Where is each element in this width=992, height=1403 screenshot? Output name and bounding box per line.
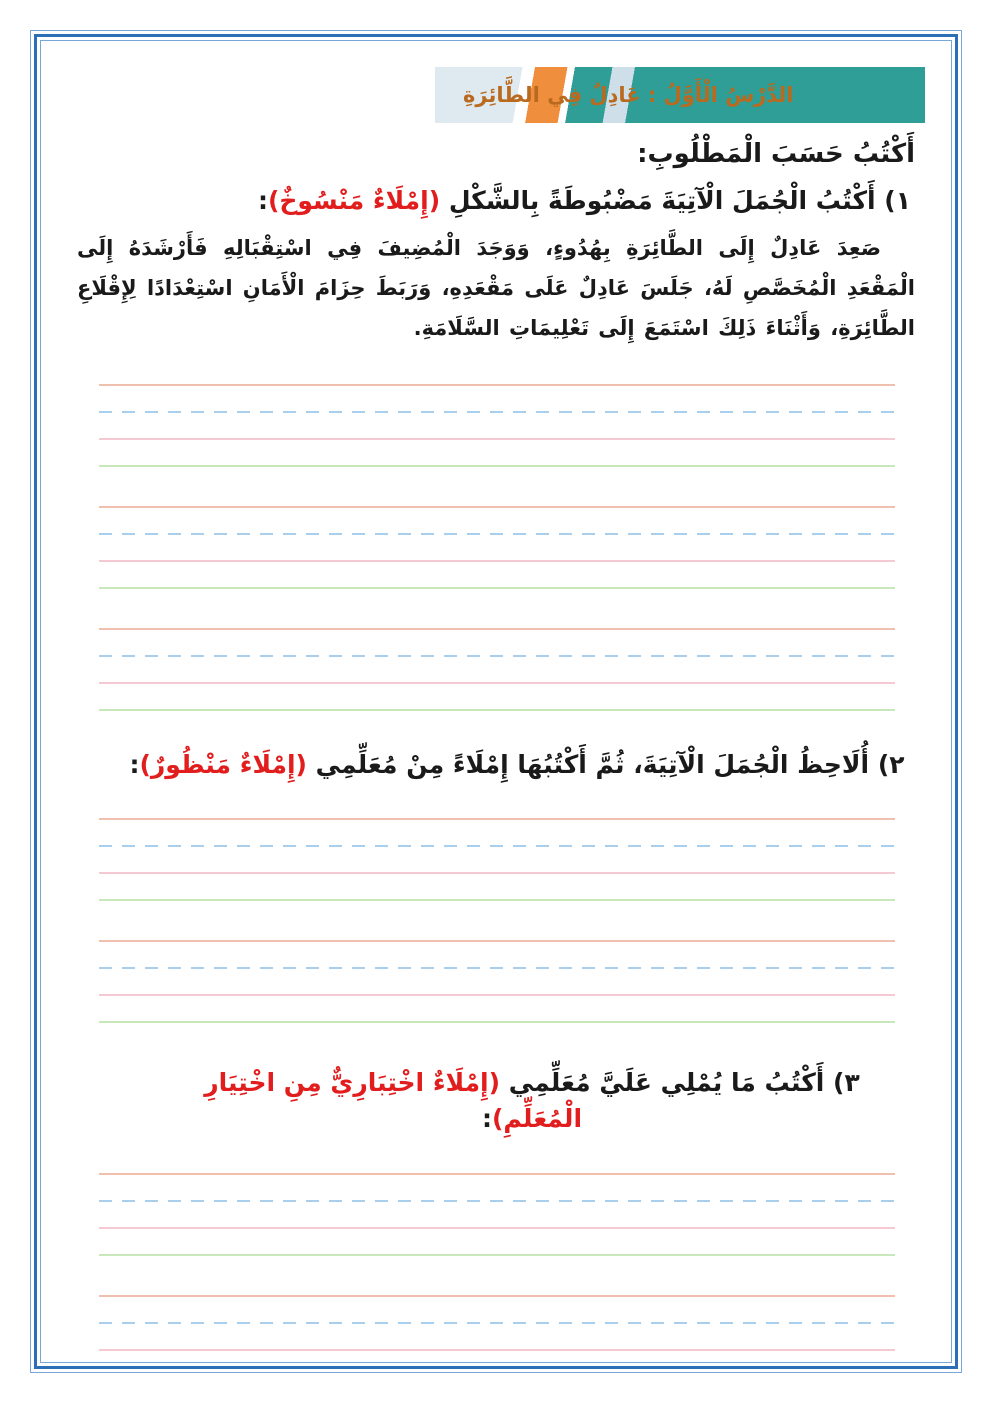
task-2-prompt: أُلَاحِظُ الْجُمَلَ الْآتِيَةَ، ثُمَّ أَكْتُبُهَا إِمْلَاءً مِنْ مُعَلِّمِي bbox=[315, 749, 870, 779]
intro-heading: أَكْتُبُ حَسَبَ الْمَطْلُوبِ: bbox=[637, 139, 915, 169]
task-2-highlight: (إِمْلَاءٌ مَنْظُورٌ) bbox=[139, 749, 307, 779]
ruled-line-dashed bbox=[99, 1297, 895, 1324]
task-3-colon: : bbox=[481, 1104, 492, 1134]
lesson-title: الدَّرْسُ الْأَوَّلُ : عَادِلٌ فِي الطَّائِرَةِ bbox=[463, 83, 794, 107]
lesson-banner-row bbox=[63, 67, 929, 123]
writing-lines-section-2 bbox=[99, 793, 895, 1023]
ruled-line bbox=[99, 847, 895, 874]
section-test-dictation bbox=[63, 1065, 929, 1363]
ruled-line bbox=[99, 969, 895, 996]
lesson-banner bbox=[435, 67, 925, 123]
section-observed-dictation bbox=[63, 747, 929, 1023]
page-border-main bbox=[34, 34, 958, 1369]
ruled-line bbox=[99, 684, 895, 711]
writing-line-group bbox=[99, 1270, 895, 1363]
ruled-line bbox=[99, 1270, 895, 1297]
writing-lines-section-1 bbox=[99, 359, 895, 711]
writing-line-group bbox=[99, 481, 895, 589]
writing-line-group bbox=[99, 603, 895, 711]
dictation-passage: صَعِدَ عَادِلٌ إِلَى الطَّائِرَةِ بِهُدُوءٍ، وَوَجَدَ الْمُضِيفَ فِي اسْتِقْبَالِهِ فَأَرْشَدَهُ إِلَى الْمَقْعَدِ الْمُخَصَّصِ لَهُ، جَلَسَ عَادِلٌ عَلَى مَقْعَدِهِ، وَرَبَطَ حِزَامَ الْأَمَانِ اسْتِعْدَادًا لِإِقْلَاعِ الطَّائِرَةِ، وَأَثْنَاءَ ذَلِكَ اسْتَمَعَ إِلَى تَعْلِيمَاتِ السَّلَامَةِ. bbox=[77, 236, 915, 341]
ruled-line bbox=[99, 1351, 895, 1363]
task-1-colon: : bbox=[257, 186, 268, 215]
task-1-prompt: أَكْتُبُ الْجُمَلَ الْآتِيَةَ مَضْبُوطَةً بِالشَّكْلِ bbox=[448, 186, 876, 215]
ruled-line bbox=[99, 359, 895, 386]
task-2-colon: : bbox=[129, 749, 140, 779]
ruled-line bbox=[99, 535, 895, 562]
task-3-prompt: أَكْتُبُ مَا يُمْلِي عَلَيَّ مُعَلِّمِي bbox=[508, 1068, 825, 1098]
ruled-line bbox=[99, 874, 895, 901]
ruled-line bbox=[99, 996, 895, 1023]
writing-line-group bbox=[99, 793, 895, 901]
ruled-line-dashed bbox=[99, 508, 895, 535]
ruled-line bbox=[99, 562, 895, 589]
ruled-line-dashed bbox=[99, 1175, 895, 1202]
task-1-highlight: (إِمْلَاءٌ مَنْسُوخٌ) bbox=[267, 186, 441, 215]
ruled-line bbox=[99, 1229, 895, 1256]
writing-line-group bbox=[99, 915, 895, 1023]
ruled-line-dashed bbox=[99, 386, 895, 413]
ruled-line-dashed bbox=[99, 630, 895, 657]
writing-line-group bbox=[99, 359, 895, 467]
ruled-line bbox=[99, 1202, 895, 1229]
ruled-line bbox=[99, 657, 895, 684]
ruled-line bbox=[99, 603, 895, 630]
ruled-line bbox=[99, 915, 895, 942]
ruled-line bbox=[99, 1148, 895, 1175]
ruled-line-dashed bbox=[99, 820, 895, 847]
page-content bbox=[40, 40, 952, 1363]
task-3-number: ٣) bbox=[833, 1068, 860, 1098]
ruled-line bbox=[99, 440, 895, 467]
task-1-heading bbox=[63, 183, 911, 219]
page-border-outer bbox=[30, 30, 962, 1373]
ruled-line bbox=[99, 413, 895, 440]
task-1-number: ١) bbox=[884, 186, 911, 215]
ruled-line bbox=[99, 481, 895, 508]
task-3-heading bbox=[63, 1065, 911, 1138]
ruled-line bbox=[99, 793, 895, 820]
ruled-line bbox=[99, 1324, 895, 1351]
writing-line-group bbox=[99, 1148, 895, 1256]
task-2-heading bbox=[63, 747, 911, 783]
ruled-line-dashed bbox=[99, 942, 895, 969]
writing-lines-section-3 bbox=[99, 1148, 895, 1363]
section-copied-dictation bbox=[63, 183, 929, 711]
task-3-highlight: (إِمْلَاءٌ اخْتِبَارِيٌّ مِنِ اخْتِيَارِ الْمُعَلِّمِ) bbox=[204, 1068, 583, 1134]
task-2-number: ٢) bbox=[877, 749, 905, 779]
